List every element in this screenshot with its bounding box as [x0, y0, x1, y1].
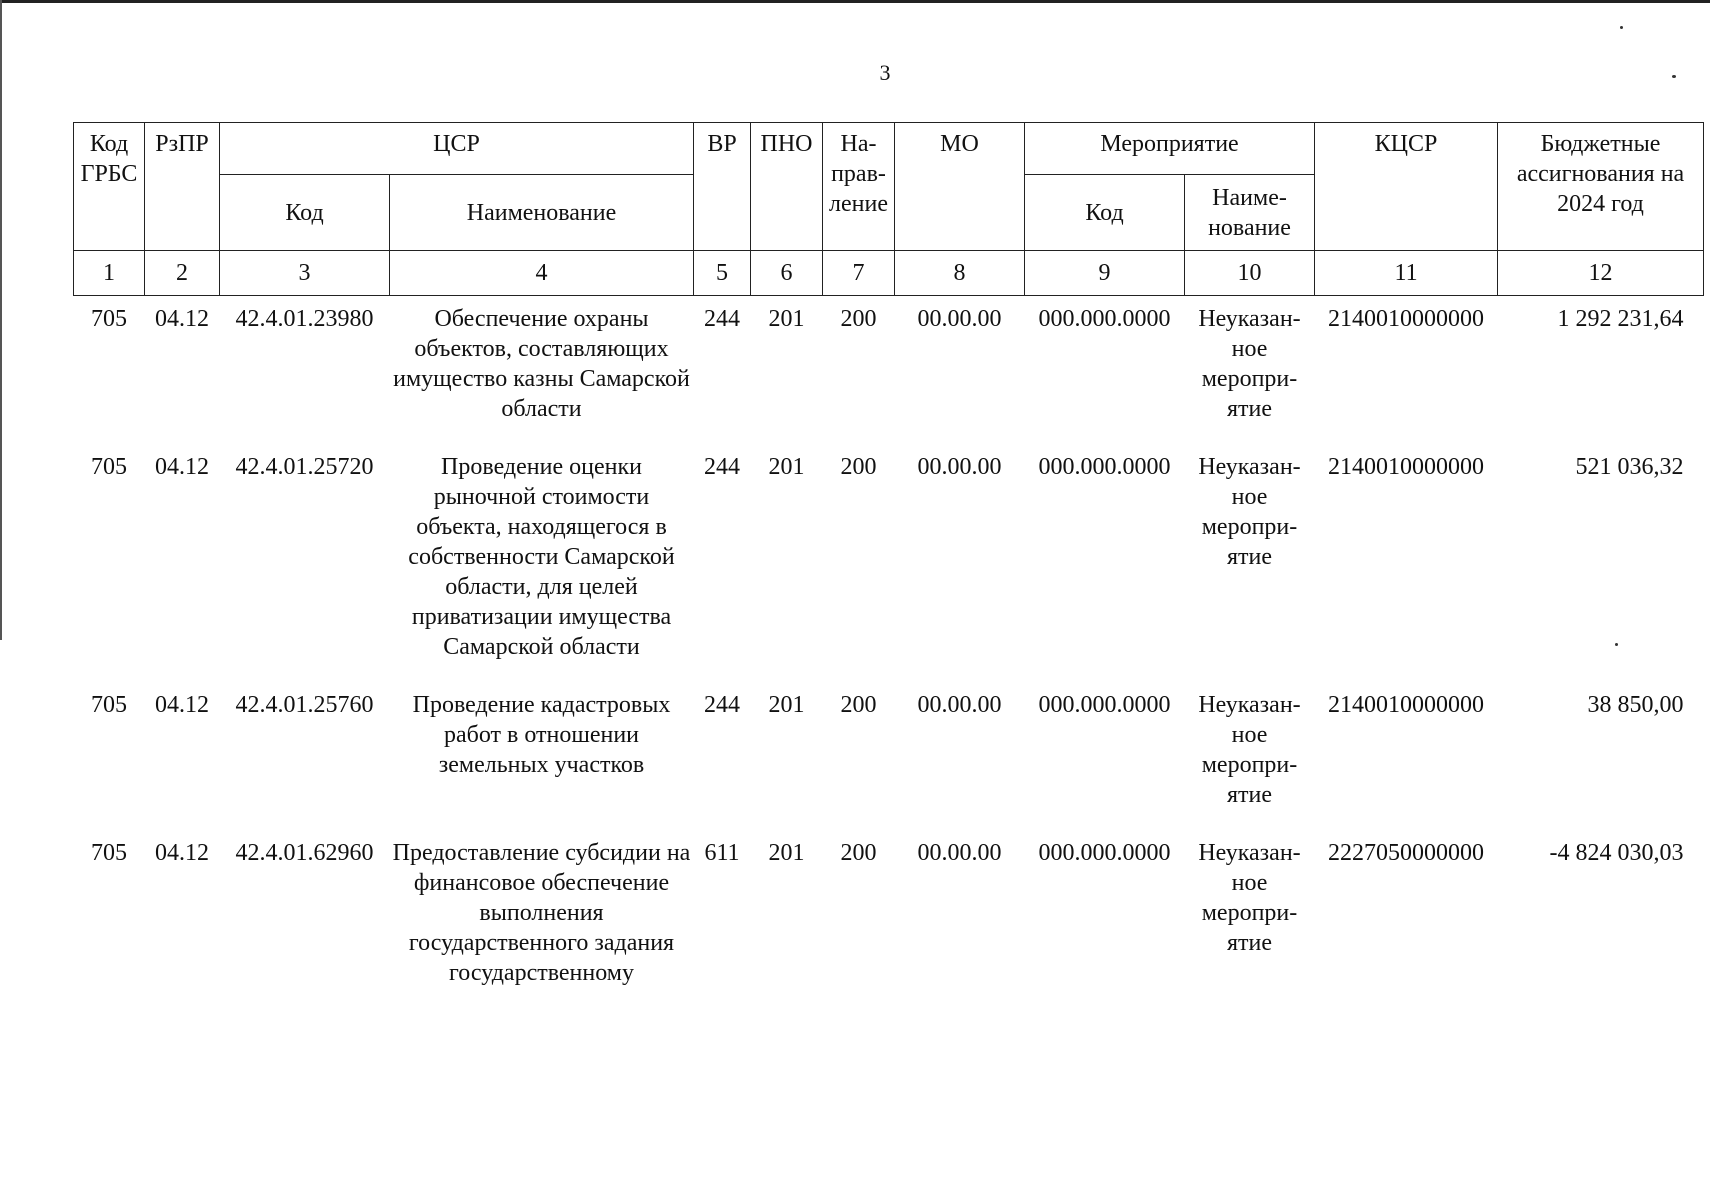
header-vr: ВР — [694, 123, 751, 251]
cell-vr: 244 — [704, 692, 740, 718]
cell-meropr-kod: 000.000.0000 — [1038, 692, 1171, 718]
cell-vr: 244 — [704, 454, 740, 480]
cell-mo: 00.00.00 — [917, 454, 1002, 480]
table-row — [74, 296, 1704, 445]
cell-meropr-name: Неуказан-ное меропри-ятие — [1198, 306, 1301, 422]
cell-pno: 201 — [768, 306, 805, 332]
cell-rzpr: 04.12 — [155, 692, 209, 718]
header-napravlenie: На-прав-ление — [823, 123, 895, 251]
cell-csr-kod: 42.4.01.62960 — [235, 840, 374, 866]
cell-pno: 201 — [768, 840, 805, 866]
table-row — [74, 830, 1704, 1008]
cell-pno: 201 — [768, 454, 805, 480]
budget-table — [73, 122, 1704, 1008]
cell-amount: 38 850,00 — [1587, 692, 1684, 718]
scan-top-edge — [0, 0, 1710, 3]
cell-rzpr: 04.12 — [155, 454, 209, 480]
cell-kcsr: 2140010000000 — [1328, 306, 1485, 332]
header-meropr-name: Наиме-нование — [1185, 175, 1315, 251]
column-number: 3 — [220, 251, 390, 296]
cell-pno: 201 — [768, 692, 805, 718]
page-number: 3 — [879, 60, 891, 85]
cell-kcsr: 2140010000000 — [1328, 692, 1485, 718]
cell-napr: 200 — [840, 840, 877, 866]
cell-mo: 00.00.00 — [917, 306, 1002, 332]
cell-meropr-kod: 000.000.0000 — [1038, 306, 1171, 332]
cell-csr-kod: 42.4.01.25760 — [235, 692, 374, 718]
cell-amount: -4 824 030,03 — [1549, 840, 1684, 866]
cell-meropr-kod: 000.000.0000 — [1038, 454, 1171, 480]
header-budget: Бюджетные ассигнования на 2024 год — [1498, 123, 1704, 251]
header-mo: МО — [895, 123, 1025, 251]
cell-amount: 1 292 231,64 — [1557, 306, 1684, 332]
column-number: 10 — [1185, 251, 1315, 296]
cell-csr-name: Проведение оценки рыночной стоимости объекта, находящегося в собственности Самарской области, для целей приватизации имущества Самарской области — [408, 454, 675, 660]
header-pno: ПНО — [751, 123, 823, 251]
column-number: 5 — [694, 251, 751, 296]
cell-napr: 200 — [840, 454, 877, 480]
cell-csr-name: Проведение кадастровых работ в отношении земельных участков — [412, 692, 671, 778]
table-row — [74, 682, 1704, 830]
cell-napr: 200 — [840, 306, 877, 332]
column-number: 12 — [1498, 251, 1704, 296]
cell-rzpr: 04.12 — [155, 306, 209, 332]
cell-napr: 200 — [840, 692, 877, 718]
column-number: 7 — [823, 251, 895, 296]
header-csr-kod: Код — [220, 175, 390, 251]
header-csr-name: Наименование — [390, 175, 694, 251]
cell-csr-kod: 42.4.01.25720 — [235, 454, 374, 480]
header-kcsr: КЦСР — [1315, 123, 1498, 251]
column-number: 9 — [1025, 251, 1185, 296]
cell-csr-name: Предоставление субсидии на финансовое обеспечение выполнения государственного задания государственному — [392, 840, 691, 986]
header-meropr-kod: Код — [1025, 175, 1185, 251]
cell-meropr-name: Неуказан-ное меропри-ятие — [1198, 840, 1301, 956]
column-number: 8 — [895, 251, 1025, 296]
column-number: 2 — [145, 251, 220, 296]
cell-grbs: 705 — [91, 454, 127, 480]
cell-kcsr: 2140010000000 — [1328, 454, 1485, 480]
column-number: 6 — [751, 251, 823, 296]
header-rzpr: РзПР — [145, 123, 220, 251]
cell-rzpr: 04.12 — [155, 840, 209, 866]
scan-left-edge — [0, 0, 2, 640]
header-meropriyatie: Мероприятие — [1025, 123, 1315, 175]
cell-mo: 00.00.00 — [917, 692, 1002, 718]
table-row — [74, 444, 1704, 682]
cell-csr-name: Обеспечение охраны объектов, составляющих имущество казны Самарской области — [393, 306, 690, 422]
header-csr: ЦСР — [220, 123, 694, 175]
cell-grbs: 705 — [91, 840, 127, 866]
cell-meropr-name: Неуказан-ное меропри-ятие — [1198, 454, 1301, 570]
cell-amount: 521 036,32 — [1575, 454, 1684, 480]
cell-meropr-kod: 000.000.0000 — [1038, 840, 1171, 866]
header-kod-grbs: Код ГРБС — [74, 123, 145, 251]
cell-vr: 244 — [704, 306, 740, 332]
cell-csr-kod: 42.4.01.23980 — [235, 306, 374, 332]
cell-grbs: 705 — [91, 692, 127, 718]
cell-mo: 00.00.00 — [917, 840, 1002, 866]
cell-vr: 611 — [704, 840, 740, 866]
cell-kcsr: 2227050000000 — [1328, 840, 1485, 866]
column-number: 11 — [1315, 251, 1498, 296]
column-number: 1 — [74, 251, 145, 296]
cell-meropr-name: Неуказан-ное меропри-ятие — [1198, 692, 1301, 808]
cell-grbs: 705 — [91, 306, 127, 332]
column-number: 4 — [390, 251, 694, 296]
scan-speck — [1620, 26, 1623, 29]
